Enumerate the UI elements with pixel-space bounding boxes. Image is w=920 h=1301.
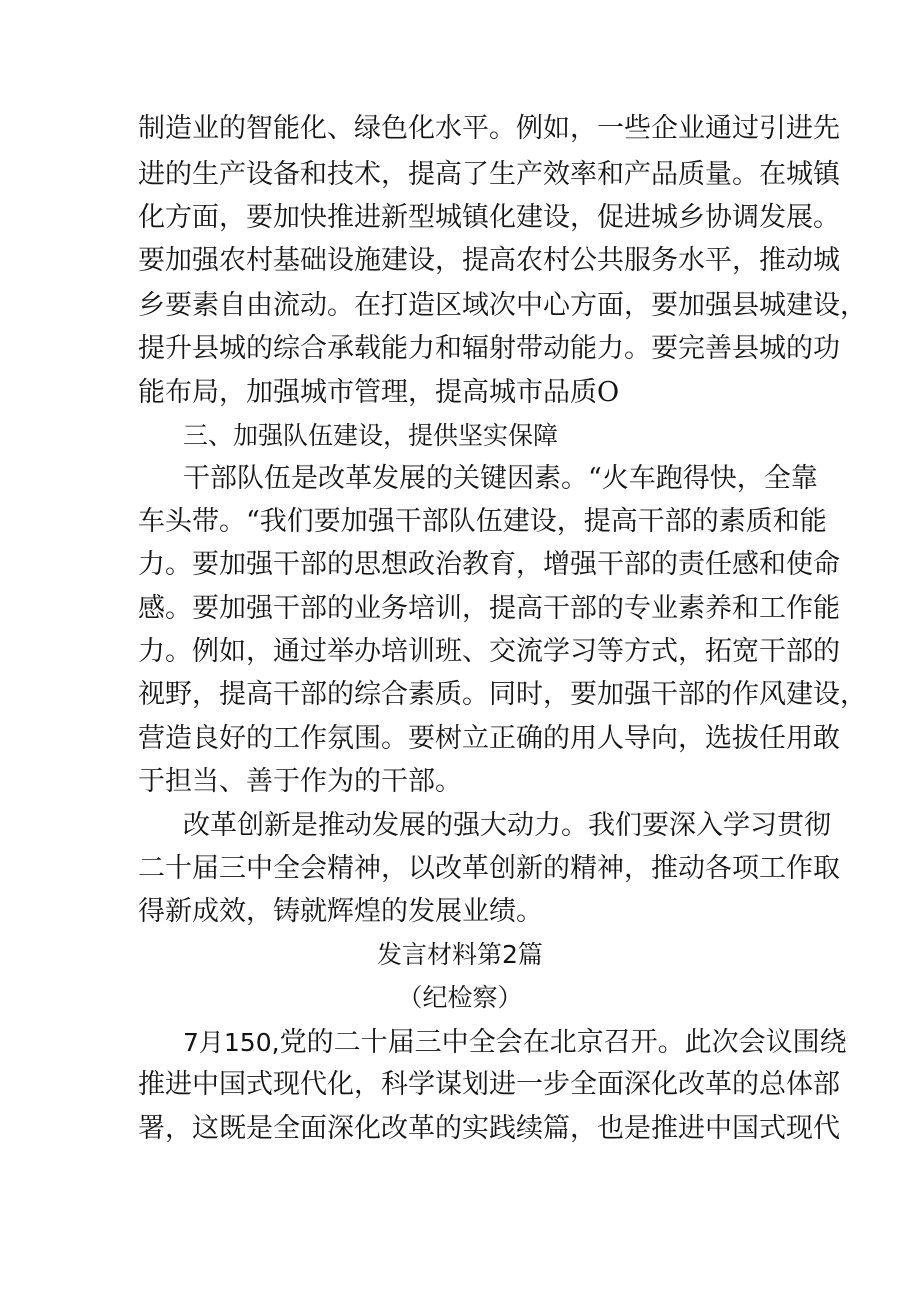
- paragraph-line: 能布局，加强城市管理，提高城市品质O: [138, 377, 620, 408]
- paragraph-line: 力。要加强干部的思想政治教育，增强干部的责任感和使命: [138, 549, 840, 580]
- paragraph-line: 提升县城的综合承载能力和辐射带动能力。要完善县城的功: [138, 333, 840, 364]
- article-title: 发言材料第2篇: [377, 940, 543, 969]
- paragraph-line: 车头带。“我们要加强干部队伍建设，提高干部的素质和能: [138, 506, 827, 537]
- paragraph-line: 进的生产设备和技术，提高了生产效率和产品质量。在城镇: [138, 159, 840, 190]
- paragraph-line: 营造良好的工作氛围。要树立正确的用人导向，选拔任用敢: [138, 723, 840, 754]
- paragraph-line: 要加强农村基础设施建设，提高农村公共服务水平，推动城: [138, 245, 840, 276]
- date-text: 7月150,: [183, 1028, 280, 1057]
- paragraph-line: 得新成效，铸就辉煌的发展业绩。: [138, 896, 543, 927]
- paragraph-text: 党的二十届三中全会在北京召开。此次会议围绕: [279, 1027, 847, 1058]
- paragraph-line: 推进中国式现代化，科学谋划进一步全面深化改革的总体部: [138, 1069, 840, 1100]
- paragraph-line: 感。要加强干部的业务培训，提高干部的专业素养和工作能: [138, 593, 840, 624]
- paragraph-line: 于担当、善于作为的干部。: [138, 766, 462, 797]
- paragraph-line: 化方面，要加快推进新型城镇化建设，促进城乡协调发展。: [138, 202, 840, 233]
- paragraph-line: 力。例如，通过举办培训班、交流学习等方式，拓宽干部的: [138, 636, 840, 667]
- paragraph-line: 署，这既是全面深化改革的实践续篇，也是推进中国式现代: [138, 1113, 840, 1144]
- paragraph-line: 制造业的智能化、绿色化水平。例如，一些企业通过引进先: [138, 113, 840, 144]
- paragraph-line: 干部队伍是改革发展的关键因素。“火车跑得快，全靠: [183, 463, 818, 494]
- section-heading: 三、加强队伍建设，提供坚实保障: [183, 421, 559, 450]
- paragraph-line: 乡要素自由流动。在打造区域次中心方面，要加强县城建设，: [138, 290, 867, 321]
- paragraph-line: 视野，提高干部的综合素质。同时，要加强干部的作风建设，: [138, 679, 867, 710]
- paragraph-line: [183, 1020, 847, 1064]
- article-subtitle: （纪检察）: [397, 983, 523, 1012]
- paragraph-line: 改革创新是推动发展的强大动力。我们要深入学习贯彻: [183, 810, 831, 841]
- paragraph-line: 二十届三中全会精神，以改革创新的精神，推动各项工作取: [138, 853, 840, 884]
